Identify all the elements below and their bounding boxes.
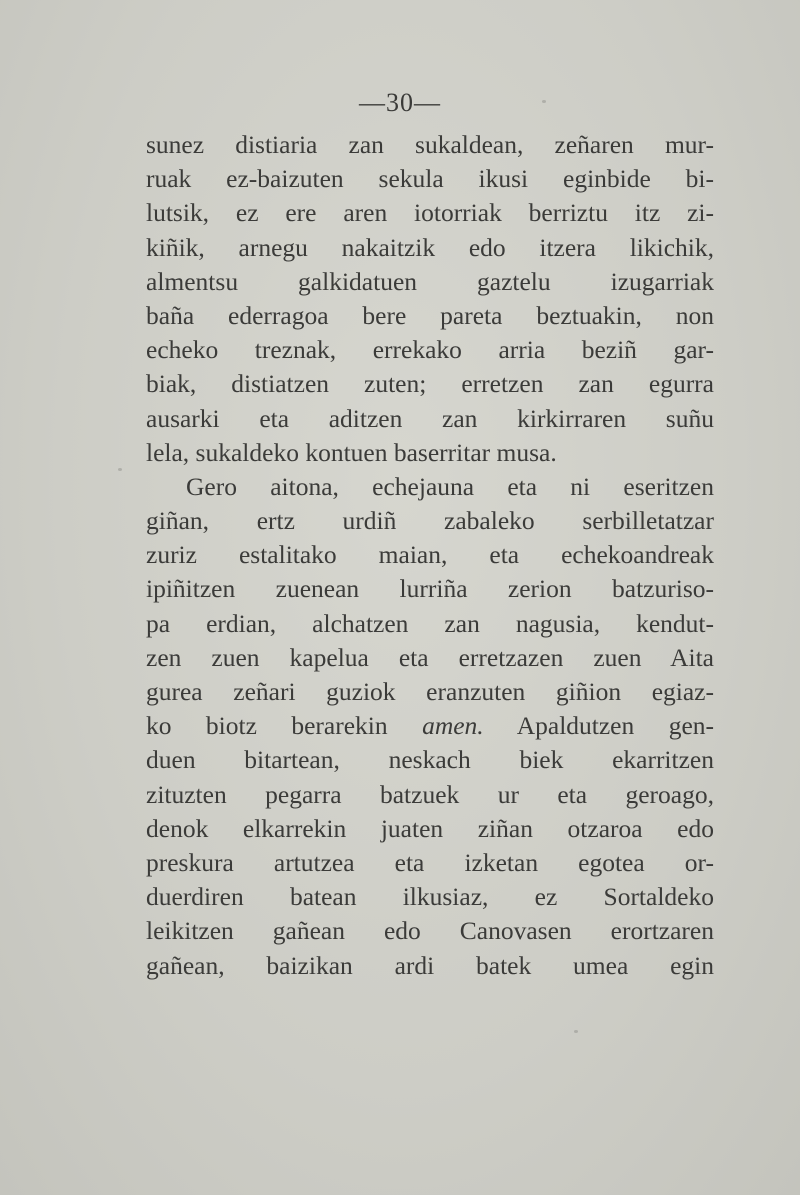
- text-line: kiñik, arnegu nakaitzik edo itzera likichik,: [146, 232, 714, 262]
- text-line: giñan, ertz urdiñ zabaleko serbilletatzar: [146, 506, 714, 536]
- text-line: duen bitartean, neskach biek ekarritzen: [146, 745, 714, 775]
- page-number: —30—: [359, 88, 441, 117]
- text-line: echeko treznak, errekako arria beziñ gar-: [146, 335, 714, 365]
- text-line: biak, distiatzen zuten; erretzen zan egurra: [146, 369, 714, 399]
- text-line: gurea zeñari guziok eranzuten giñion egiaz-: [146, 677, 714, 706]
- text-line: pa erdian, alchatzen zan nagusia, kendut-: [146, 608, 714, 638]
- italic-word: amen.: [422, 711, 484, 741]
- body-text: [146, 128, 714, 983]
- text-line: lutsik, ez ere aren iotorriak berriztu itz zi-: [146, 198, 714, 228]
- paper-speck: [118, 468, 122, 471]
- text-line-with-italic: [146, 709, 714, 743]
- text-line: ipiñitzen zuenean lurriña zerion batzuriso-: [146, 574, 714, 604]
- text-line: lela, sukaldeko kontuen baserritar musa.: [146, 437, 557, 467]
- text-line: zen zuen kapelua eta erretzazen zuen Aita: [146, 642, 714, 672]
- text-line: ruak ez-baizuten sekula ikusi eginbide bi-: [146, 164, 714, 194]
- text-line: sunez distiaria zan sukaldean, zeñaren mur-: [146, 130, 714, 159]
- text-line: zuriz estalitako maian, eta echekoandreak: [146, 540, 714, 570]
- paper-speck: [542, 100, 546, 103]
- text-line: baña ederragoa bere pareta beztuakin, non: [146, 300, 714, 330]
- paper-speck: [574, 1030, 578, 1033]
- text-line: denok elkarrekin juaten ziñan otzaroa edo: [146, 813, 714, 843]
- text-line: zituzten pegarra batzuek ur eta geroago,: [146, 779, 714, 809]
- text-line: Gero aitona, echejauna eta ni eseritzen: [186, 471, 714, 501]
- text-segment: Apaldutzen gen-: [483, 711, 714, 741]
- text-segment: ko biotz berarekin: [146, 711, 423, 741]
- text-line: almentsu galkidatuen gaztelu izugarriak: [146, 266, 714, 296]
- text-line: duerdiren batean ilkusiaz, ez Sortaldeko: [146, 882, 714, 912]
- text-line: ausarki eta aditzen zan kirkirraren suñu: [146, 403, 714, 433]
- text-line: preskura artutzea eta izketan egotea or-: [146, 847, 714, 877]
- text-line: gañean, baizikan ardi batek umea egin: [146, 950, 714, 980]
- text-line: leikitzen gañean edo Canovasen erortzaren: [146, 916, 714, 946]
